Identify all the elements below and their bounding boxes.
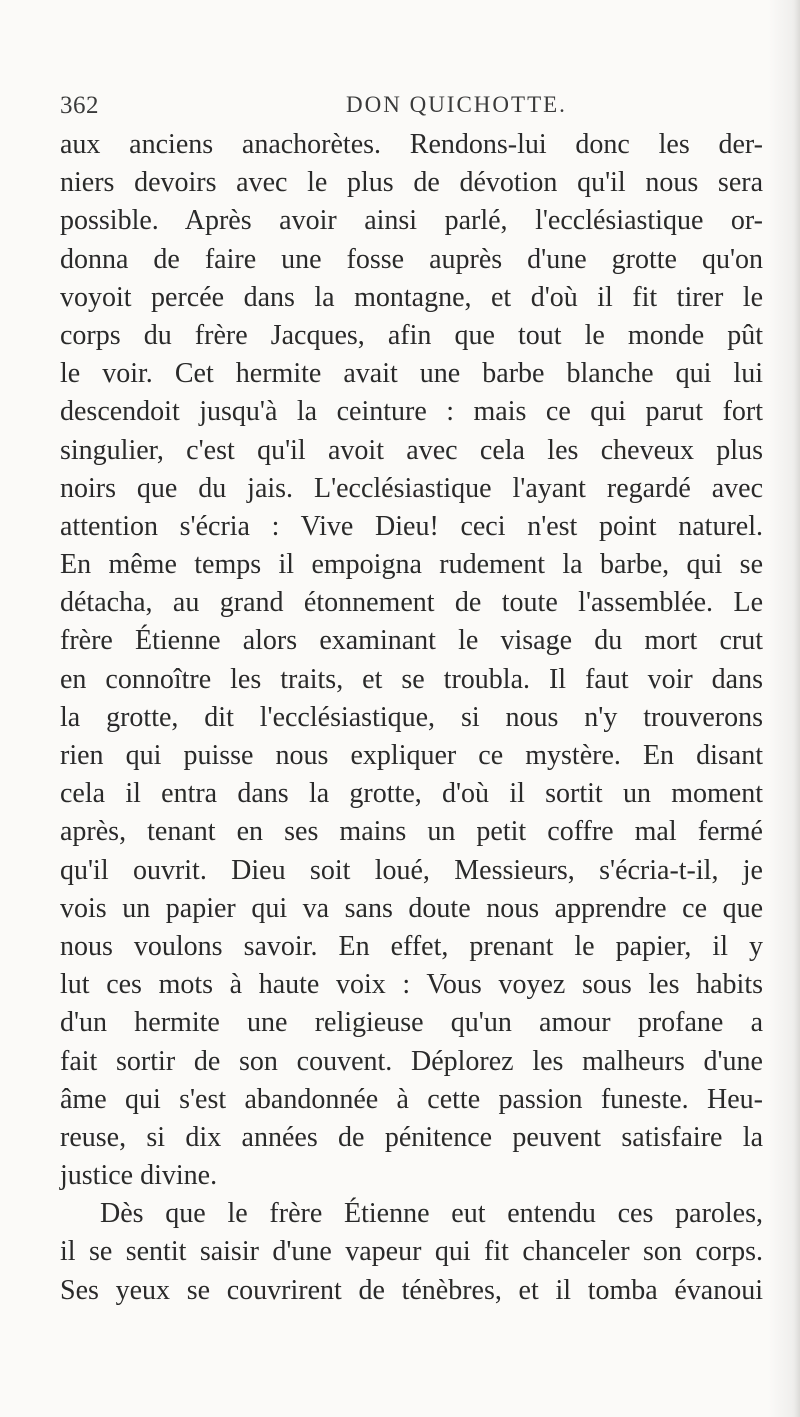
text-line: d'un hermite une religieuse qu'un amour profane a xyxy=(60,1007,763,1039)
page-header xyxy=(60,92,760,126)
text-line: niers devoirs avec le plus de dévotion qu'il nous sera xyxy=(60,167,763,199)
text-line: aux anciens anachorètes. Rendons-lui donc les der- xyxy=(60,129,763,160)
body-text xyxy=(60,126,763,1310)
text-line: descendoit jusqu'à la ceinture : mais ce qui parut fort xyxy=(60,396,763,428)
text-line: détacha, au grand étonnement de toute l'assemblée. Le xyxy=(60,587,763,619)
text-line: fait sortir de son couvent. Déplorez les malheurs d'une xyxy=(60,1045,763,1077)
text-line: lut ces mots à haute voix : Vous voyez sous les habits xyxy=(60,969,763,1001)
text-line: possible. Après avoir ainsi parlé, l'ecclésiastique or- xyxy=(60,205,763,237)
text-line: Dès que le frère Étienne eut entendu ces paroles, xyxy=(100,1198,763,1230)
text-line: qu'il ouvrit. Dieu soit loué, Messieurs, s'écria-t-il, je xyxy=(60,854,763,886)
text-line: Ses yeux se couvrirent de ténèbres, et il tomba évanoui xyxy=(60,1274,763,1306)
text-line: corps du frère Jacques, afin que tout le monde pût xyxy=(60,319,763,351)
running-title: DON QUICHOTTE. xyxy=(346,92,567,117)
page-edge-shadow xyxy=(794,0,800,1417)
text-line: vois un papier qui va sans doute nous apprendre ce que xyxy=(60,892,763,924)
text-line: rien qui puisse nous expliquer ce mystère. En disant xyxy=(60,740,763,771)
text-line: singulier, c'est qu'il avoit avec cela les cheveux plus xyxy=(60,434,763,466)
text-line: âme qui s'est abandonnée à cette passion funeste. Heu- xyxy=(60,1083,763,1115)
text-line: donna de faire une fosse auprès d'une grotte qu'on xyxy=(60,243,763,275)
text-line: cela il entra dans la grotte, d'où il sortit un moment xyxy=(60,778,763,810)
text-line: justice divine. xyxy=(60,1160,218,1192)
text-line: noirs que du jais. L'ecclésiastique l'ayant regardé avec xyxy=(60,472,763,504)
text-line: frère Étienne alors examinant le visage du mort crut xyxy=(60,625,763,657)
text-line: reuse, si dix années de pénitence peuvent satisfaire la xyxy=(60,1121,763,1153)
text-line: après, tenant en ses mains un petit coffre mal fermé xyxy=(60,816,763,848)
text-line: attention s'écria : Vive Dieu! ceci n'est point naturel. xyxy=(60,510,763,542)
text-line: il se sentit saisir d'une vapeur qui fit chanceler son corps. xyxy=(60,1236,763,1268)
text-line: nous voulons savoir. En effet, prenant le papier, il y xyxy=(60,930,763,962)
text-line: en connoître les traits, et se troubla. Il faut voir dans xyxy=(60,663,763,695)
text-line: le voir. Cet hermite avait une barbe blanche qui lui xyxy=(60,358,763,390)
page-number: 362 xyxy=(60,92,99,119)
text-line: la grotte, dit l'ecclésiastique, si nous n'y trouverons xyxy=(60,701,763,733)
text-line: En même temps il empoigna rudement la barbe, qui se xyxy=(60,549,763,581)
text-line: voyoit percée dans la montagne, et d'où il fit tirer le xyxy=(60,281,763,313)
